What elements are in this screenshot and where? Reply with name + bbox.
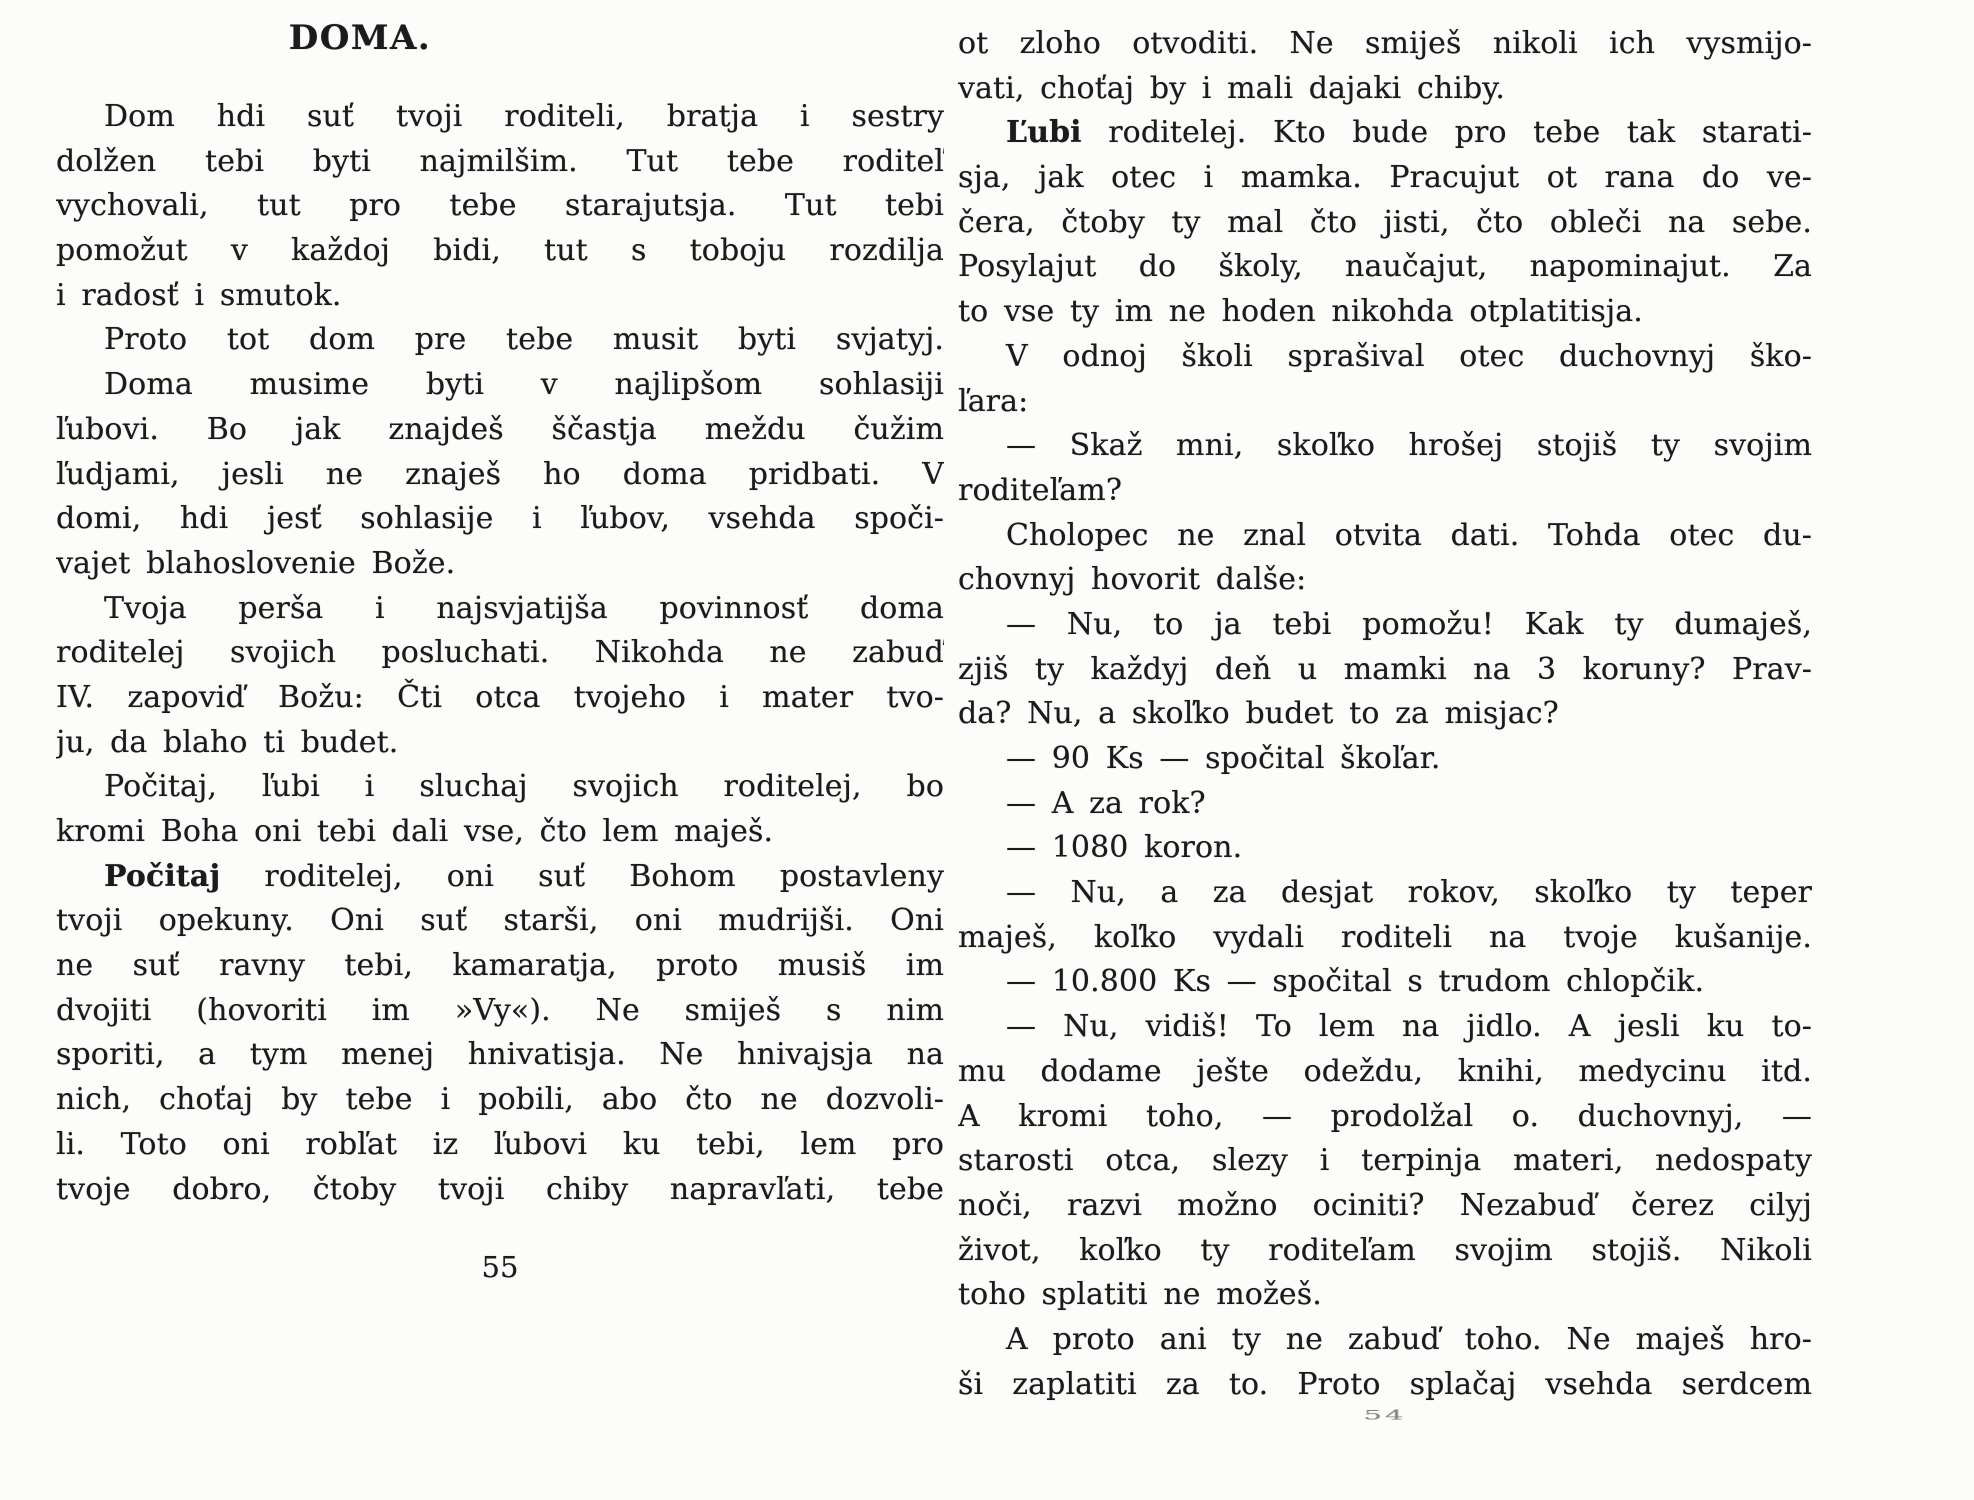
text-line: A proto ani ty ne zabuď toho. Ne maješ hro- [1006, 1321, 1812, 1357]
text-line: Tvoja perša i najsvjatijša povinnosť doma [104, 590, 944, 626]
text-line: chovnyj hovorit dalše: [958, 562, 1307, 598]
text-line: li. Toto oni robľat iz ľubovi ku tebi, lem pro [56, 1126, 944, 1162]
text-line: ľubovi. Bo jak znajdeš ščastja meždu čužim [56, 411, 944, 447]
right-page-number-faded: 54 [1363, 1407, 1407, 1423]
text-line: domi, hdi jesť sohlasije i ľubov, vsehda spoči- [56, 501, 944, 537]
text-line: maješ, koľko vydali roditeli na tvoje kušanije. [958, 919, 1812, 955]
text-line: Cholopec ne znal otvita dati. Tohda otec du- [1006, 517, 1812, 553]
text-line: — Nu, vidiš! To lem na jidlo. A jesli ku to- [1006, 1009, 1812, 1045]
text-line: dvojiti (hovoriti im »Vy«). Ne smiješ s nim [56, 992, 944, 1028]
text-line: vati, choťaj by i mali dajaki chiby. [958, 70, 1506, 106]
text-line: Posylajut do školy, naučajut, napominajut. Za [958, 249, 1812, 285]
text-line: ľudjami, jesli ne znaješ ho doma pridbati. V [56, 456, 944, 492]
text-line: roditeľam? [958, 472, 1123, 508]
text-line: zjiš ty každyj deň u mamki na 3 koruny? Prav- [958, 651, 1812, 687]
text-line: Ľubi roditelej. Kto bude pro tebe tak starati- [1006, 115, 1812, 151]
text-line: kromi Boha oni tebi dali vse, čto lem maješ. [56, 814, 774, 849]
text-line: A kromi toho, — prodolžal o. duchovnyj, — [958, 1098, 1812, 1134]
text-line: vychovali, tut pro tebe starajutsja. Tut tebi [56, 188, 944, 224]
text-line: Počitaj roditelej, oni suť Bohom postavleny [104, 858, 944, 894]
text-line: — Nu, to ja tebi pomožu! Kak ty dumaješ, [1006, 606, 1812, 642]
text-line: pomožut v každoj bidi, tut s toboju rozdilja [56, 233, 944, 269]
text-line: toho splatiti ne možeš. [958, 1277, 1322, 1313]
text-line: ot zloho otvoditi. Ne smiješ nikoli ich vysmijo- [958, 26, 1812, 61]
text-line: — A za rok? [1006, 785, 1206, 821]
text-line: nich, choťaj by tebe i pobili, abo čto ne dozvoli- [56, 1082, 944, 1118]
right-column-text [958, 22, 1812, 1407]
text-line: ľara: [958, 383, 1029, 419]
text-line: ne suť ravny tebi, kamaratja, proto musiš im [56, 948, 944, 984]
text-line: — 1080 koron. [1006, 830, 1243, 866]
text-line: vajet blahoslovenie Bože. [56, 545, 456, 581]
text-line: to vse ty im ne hoden nikohda otplatitisja. [958, 294, 1643, 330]
text-line: — 10.800 Ks — spočital s trudom chlopčik. [1006, 964, 1705, 1000]
text-line: dolžen tebi byti najmilšim. Tut tebe roditeľ [56, 143, 944, 179]
text-line: Doma musime byti v najlipšom sohlasiji [104, 367, 944, 403]
text-line: sporiti, a tym menej hnivatisja. Ne hnivajsja na [56, 1037, 944, 1073]
text-line: starosti otca, slezy i terpinja materi, nedospaty [958, 1143, 1812, 1179]
text-line: sja, jak otec i mamka. Pracujut ot rana do ve- [958, 160, 1812, 196]
text-line: ši zaplatiti za to. Proto splačaj vsehda serdcem [958, 1366, 1812, 1402]
text-line: Počitaj, ľubi i sluchaj svojich roditelej, bo [104, 769, 944, 805]
text-line: Dom hdi suť tvoji roditeli, bratja i sestry [104, 99, 944, 134]
text-line: ju, da blaho ti budet. [56, 724, 399, 760]
text-line: čera, čtoby ty mal čto jisti, čto obleči na sebe. [958, 204, 1812, 240]
text-line: život, koľko ty roditeľam svojim stojiš. Nikoli [958, 1232, 1812, 1268]
text-line: tvoji opekuny. Oni suť starši, oni mudrijši. Oni [56, 903, 944, 939]
text-line: — Skaž mni, skoľko hrošej stojiš ty svojim [1006, 428, 1812, 464]
text-line: i radosť i smutok. [56, 277, 342, 313]
text-line: noči, razvi možno ociniti? Nezabuď čerez cilyj [958, 1187, 1812, 1223]
text-line: V odnoj školi sprašival otec duchovnyj ško- [1006, 338, 1812, 374]
left-column-text [56, 95, 944, 1212]
text-line: — 90 Ks — spočital škoľar. [1006, 741, 1441, 776]
text-line: da? Nu, a skoľko budet to za misjac? [958, 696, 1559, 732]
left-page-number: 55 [481, 1250, 519, 1284]
text-line: roditelej svojich posluchati. Nikohda ne zabuď [56, 635, 944, 671]
chapter-title: DOMA. [288, 18, 432, 58]
text-line: IV. zapoviď Božu: Čti otca tvojeho i mater tvo- [56, 679, 944, 715]
text-line: Proto tot dom pre tebe musit byti svjatyj. [104, 322, 944, 358]
text-line: mu dodame ješte odeždu, knihi, medycinu itd. [958, 1053, 1812, 1089]
text-line: — Nu, a za desjat rokov, skoľko ty teper [1006, 875, 1812, 911]
text-line: tvoje dobro, čtoby tvoji chiby napravľati, tebe [56, 1171, 944, 1207]
